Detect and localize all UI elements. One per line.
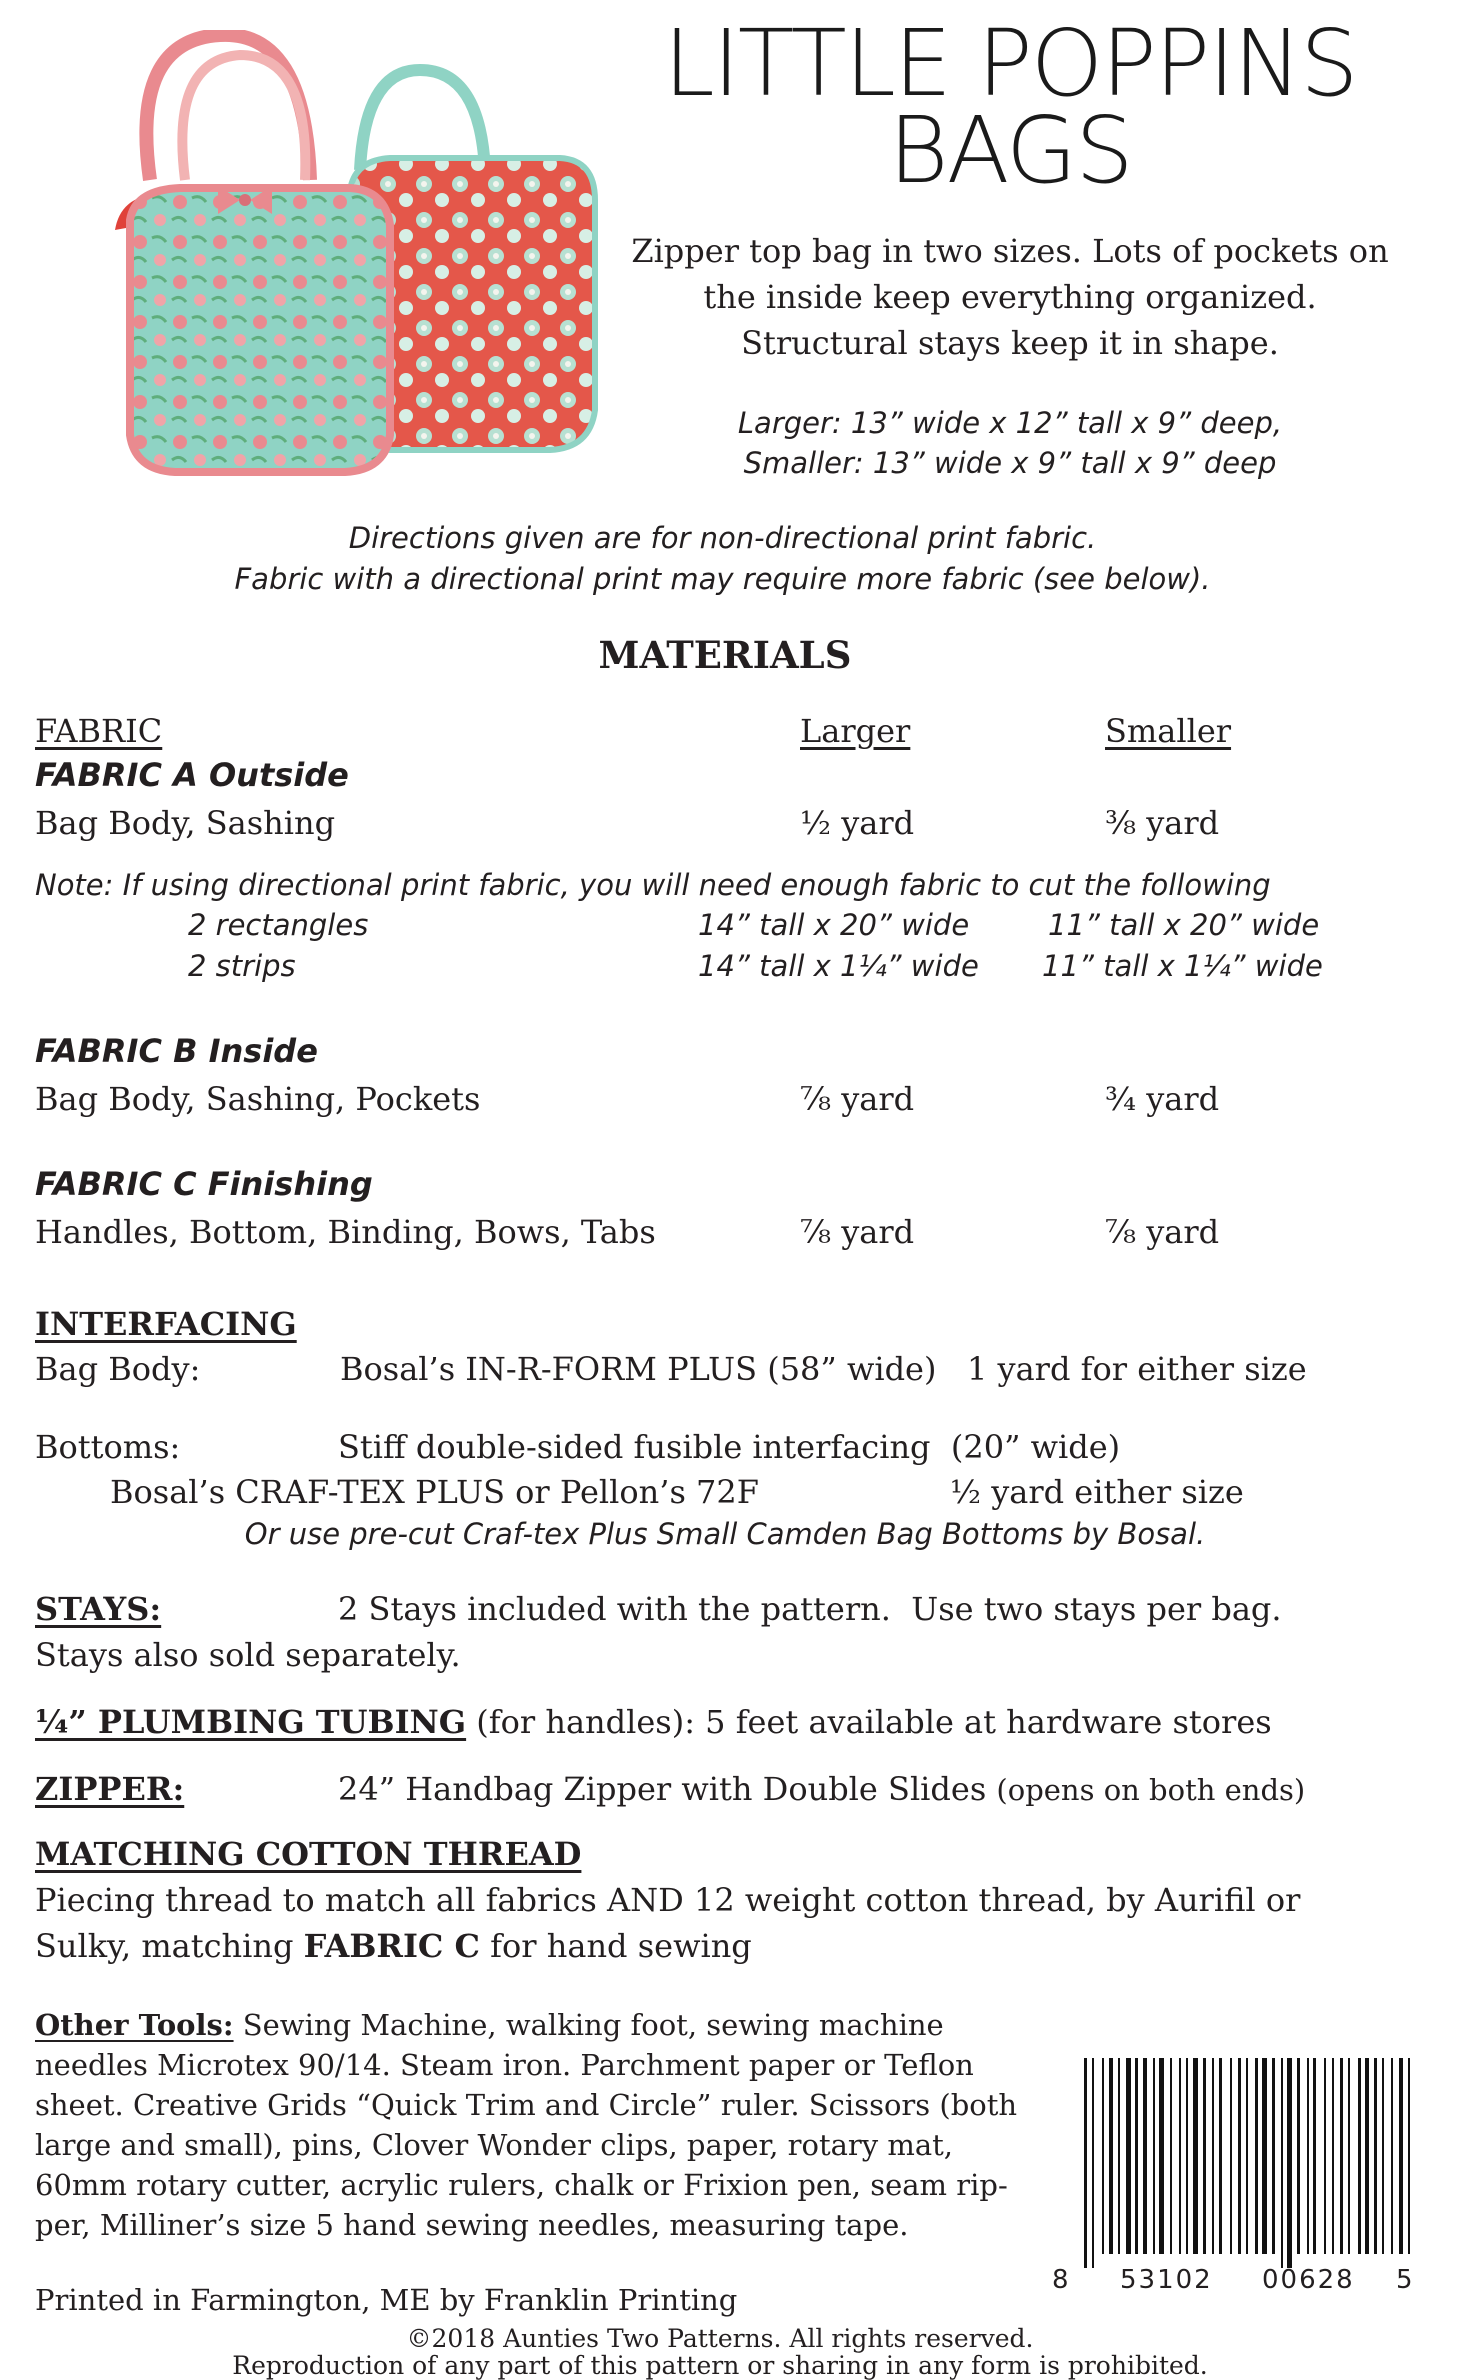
barcode-bar [1126, 2058, 1131, 2254]
thread-line2-a: Sulky, matching [35, 1927, 294, 1965]
col-smaller-heading: Smaller [1105, 712, 1232, 750]
fabric-a-desc: Bag Body, Sashing [35, 804, 336, 842]
fabric-b-smaller: ¾ yard [1105, 1080, 1220, 1118]
barcode-bar [1374, 2058, 1377, 2254]
fabric-c-larger: ⅞ yard [800, 1213, 915, 1251]
directional-note: Note: If using directional print fabric, you will need enough fabric to cut the following [35, 868, 1271, 902]
barcode-bar [1118, 2058, 1120, 2254]
barcode-bar [1408, 2058, 1410, 2254]
barcode-bar [1262, 2058, 1267, 2254]
printed-by: Printed in Farmington, ME by Franklin Printing [35, 2283, 738, 2317]
fabric-a-title: FABRIC A Outside [35, 756, 349, 794]
fabric-c-smaller: ⅞ yard [1105, 1213, 1220, 1251]
note-row1-smaller: 11” tall x 20” wide [1048, 908, 1320, 942]
bag-body-label: Bag Body: [35, 1350, 201, 1388]
note-row1-item: 2 rectangles [188, 908, 369, 942]
barcode-bar [1193, 2058, 1198, 2254]
fabric-a-larger: ½ yard [800, 804, 915, 842]
size-larger: Larger: 13” wide x 12” tall x 9” deep, [737, 406, 1283, 440]
fabric-c-title: FABRIC C Finishing [35, 1165, 373, 1203]
barcode-bar [1143, 2058, 1147, 2254]
barcode-bar [1382, 2058, 1384, 2254]
fabric-b-desc: Bag Body, Sashing, Pockets [35, 1080, 481, 1118]
note-row2-item: 2 strips [188, 949, 296, 983]
other-tools-line6: per, Milliner’s size 5 hand sewing needles, measuring tape. [35, 2208, 909, 2242]
title-line1: LITTLE POPPINS [663, 10, 1357, 117]
barcode-bar [1219, 2058, 1222, 2254]
tubing-label: ¼” PLUMBING TUBING [35, 1703, 467, 1741]
other-tools [35, 2005, 1055, 2245]
barcode-bar [1238, 2058, 1241, 2254]
title-line2: BAGS [888, 97, 1132, 204]
materials-heading: MATERIALS [598, 633, 852, 677]
interfacing-heading: INTERFACING [35, 1305, 297, 1343]
barcode-bar [1281, 2058, 1283, 2268]
tubing-suffix: (for handles): [476, 1703, 695, 1741]
barcode-bar [1332, 2058, 1334, 2254]
thread-heading: MATCHING COTTON THREAD [35, 1835, 582, 1873]
barcode-bar [1365, 2058, 1369, 2254]
intro-text [600, 228, 1420, 366]
directions-line2: Fabric with a directional print may require more fabric (see below). [234, 562, 1211, 596]
fabric-heading: FABRIC [35, 712, 163, 750]
stays-line2: Stays also sold separately. [35, 1636, 461, 1674]
other-tools-line5: 60mm rotary cutter, acrylic rulers, chalk or Frixion pen, seam rip- [35, 2168, 1008, 2202]
barcode-bar [1159, 2058, 1164, 2254]
zipper-note: (opens on both ends) [996, 1773, 1306, 1807]
bottoms-line2: Bosal’s CRAF-TEX PLUS or Pellon’s 72F [110, 1473, 759, 1511]
barcode-bar [1307, 2058, 1309, 2254]
barcode-bar [1297, 2058, 1300, 2254]
size-info [650, 403, 1370, 483]
barcode-bar [1391, 2058, 1393, 2254]
tubing-value: 5 feet available at hardware stores [705, 1703, 1272, 1741]
fabric-b-larger: ⅞ yard [800, 1080, 915, 1118]
bottoms-label: Bottoms: [35, 1428, 181, 1466]
directions-note [60, 518, 1385, 600]
barcode-bar [1255, 2058, 1258, 2254]
bottoms-line2-qty: ½ yard either size [950, 1473, 1244, 1511]
size-smaller: Smaller: 13” wide x 9” tall x 9” deep [743, 446, 1277, 480]
fabric-b-title: FABRIC B Inside [35, 1032, 318, 1070]
barcode-bar [1153, 2058, 1155, 2254]
intro-line3: Structural stays keep it in shape. [741, 324, 1279, 362]
barcode-bar [1203, 2058, 1206, 2254]
col-larger-heading: Larger [800, 712, 911, 750]
bags-photo [90, 30, 650, 480]
barcode-bar [1109, 2058, 1113, 2254]
other-tools-line3: sheet. Creative Grids “Quick Trim and Circle” ruler. Scissors (both [35, 2088, 1018, 2122]
barcode-right-digit: 5 [1396, 2265, 1413, 2295]
directions-line1: Directions given are for non-directional print fabric. [348, 521, 1097, 555]
note-row2-smaller: 11” tall x 1¼” wide [1042, 949, 1323, 983]
barcode-bar [1092, 2058, 1094, 2268]
fabric-c-desc: Handles, Bottom, Binding, Bows, Tabs [35, 1213, 656, 1251]
barcode-bar [1399, 2058, 1403, 2254]
barcode-bar [1179, 2058, 1181, 2254]
barcode-bar [1212, 2058, 1214, 2254]
reproduction-notice: Reproduction of any part of this pattern or sharing in any form is prohibited. [232, 2351, 1208, 2380]
barcode-bar [1084, 2058, 1087, 2268]
barcode-left-digit: 8 [1052, 2265, 1069, 2295]
other-tools-line1: Sewing Machine, walking foot, sewing machine [242, 2008, 944, 2042]
thread-line2 [35, 1927, 752, 1965]
barcode-bar [1246, 2058, 1248, 2254]
barcode-bar [1272, 2058, 1275, 2254]
barcode-bar [1313, 2058, 1316, 2254]
barcode-group1: 53102 [1120, 2265, 1213, 2295]
bottoms-value: Stiff double-sided fusible interfacing (20” wide) [338, 1428, 1121, 1466]
zipper-label: ZIPPER: [35, 1770, 185, 1808]
bottoms-note: Or use pre-cut Craf-tex Plus Small Camden Bag Bottoms by Bosal. [244, 1517, 1206, 1551]
zipper-value: 24” Handbag Zipper with Double Slides [338, 1770, 987, 1808]
barcode-bar [1135, 2058, 1138, 2254]
barcode [1080, 2058, 1420, 2268]
other-tools-line4: large and small), pins, Clover Wonder clips, paper, rotary mat, [35, 2128, 954, 2162]
stays-value: 2 Stays included with the pattern. Use two stays per bag. [338, 1590, 1282, 1628]
other-tools-label: Other Tools: [35, 2008, 234, 2042]
tubing-line [35, 1703, 1272, 1741]
barcode-bar [1170, 2058, 1172, 2254]
barcode-bar [1324, 2058, 1326, 2254]
note-row2-larger: 14” tall x 1¼” wide [698, 949, 979, 983]
barcode-bar [1348, 2058, 1350, 2254]
bag-body-value: Bosal’s IN-R-FORM PLUS (58” wide) 1 yard for either size [340, 1350, 1307, 1388]
stays-label: STAYS: [35, 1590, 162, 1628]
barcode-bar [1340, 2058, 1343, 2254]
thread-fabric-c: FABRIC C [303, 1927, 480, 1965]
barcode-bar [1287, 2058, 1292, 2268]
barcode-group2: 00628 [1262, 2265, 1355, 2295]
barcode-bar [1230, 2058, 1232, 2254]
thread-line1: Piecing thread to match all fabrics AND 12 weight cotton thread, by Aurifil or [35, 1881, 1301, 1919]
other-tools-line2: needles Microtex 90/14. Steam iron. Parchment paper or Teflon [35, 2048, 974, 2082]
barcode-bar [1358, 2058, 1361, 2254]
fabric-a-smaller: ⅜ yard [1105, 804, 1220, 842]
note-row1-larger: 14” tall x 20” wide [698, 908, 970, 942]
barcode-bar [1186, 2058, 1188, 2254]
zipper-line [338, 1770, 1305, 1808]
intro-line2: the inside keep everything organized. [703, 278, 1317, 316]
thread-line2-c: for hand sewing [490, 1927, 752, 1965]
copyright: ©2018 Aunties Two Patterns. All rights reserved. [406, 2324, 1034, 2353]
barcode-bar [1102, 2058, 1104, 2254]
intro-line1: Zipper top bag in two sizes. Lots of pockets on [631, 232, 1389, 270]
